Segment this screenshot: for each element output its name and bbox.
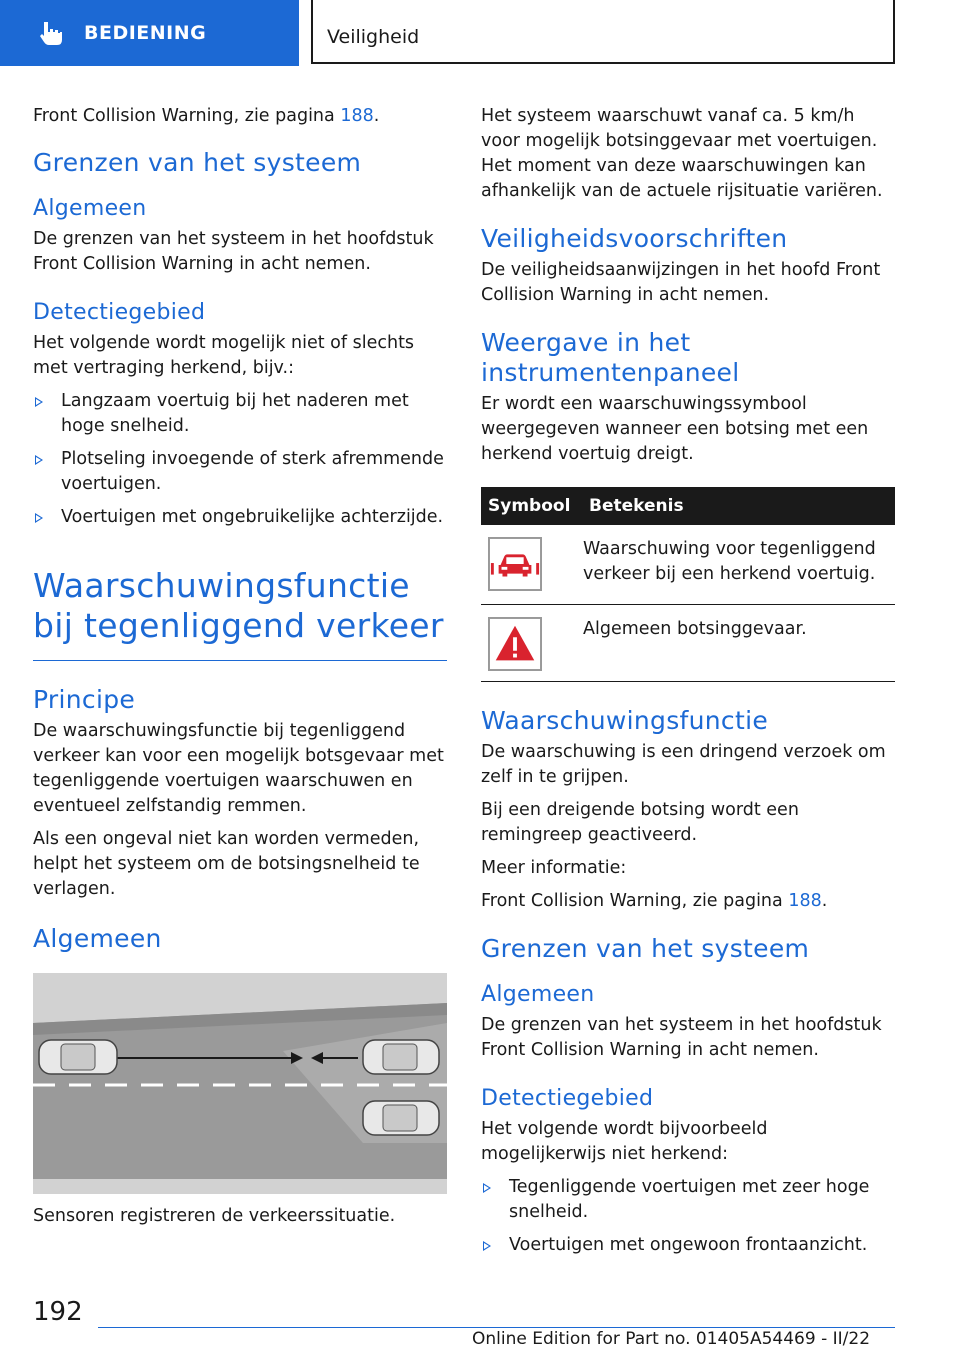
chapter-label: BEDIENING: [84, 22, 207, 44]
list-item: Voertuigen met ongewoon frontaanzicht.: [481, 1233, 895, 1258]
heading-grenzen-2: Grenzen van het systeem: [481, 934, 810, 963]
symbol-table: [481, 487, 895, 682]
list-item: Tegenliggende voertuigen met zeer hoge snelheid.: [481, 1175, 895, 1225]
triangle-bullet-icon: [483, 1241, 491, 1251]
pointing-hand-icon: [36, 18, 66, 48]
table-cell-meaning: Algemeen botsinggevaar.: [583, 605, 895, 682]
heading-algemeen: Algemeen: [33, 196, 147, 221]
heading-principe: Principe: [33, 685, 136, 714]
table-row: [481, 605, 895, 682]
section-title: Veiligheid: [327, 26, 420, 48]
page-number: 192: [33, 1297, 83, 1327]
triangle-bullet-icon: [35, 397, 43, 407]
list-item: Plotseling invoegende of sterk afremmende voertuigen.: [33, 447, 447, 497]
heading-grenzen: Grenzen van het systeem: [33, 148, 362, 177]
table-header-meaning: Betekenis: [583, 487, 895, 525]
paragraph-principe-2: Als een ongeval niet kan worden vermeden, helpt het systeem om de botsingsnelheid te verlagen.: [33, 829, 420, 899]
paragraph-algemeen: De grenzen van het systeem in het hoofdstuk Front Collision Warning in acht nemen.: [33, 229, 434, 274]
paragraph-detectiegebied-2: Het volgende wordt bijvoorbeeld mogelijkerwijs niet herkend:: [481, 1119, 768, 1164]
heading-detectiegebied: Detectiegebied: [33, 300, 206, 325]
paragraph-waarschuwing-1: De waarschuwing is een dringend verzoek om zelf in te grijpen.: [481, 742, 886, 787]
paragraph-detectiegebied: Het volgende wordt mogelijk niet of slechts met vertraging herkend, bijv.:: [33, 333, 415, 378]
traffic-scene-icon: [33, 973, 447, 1194]
traffic-illustration: [33, 973, 447, 1194]
detection-list: [33, 389, 447, 530]
detection-list-2: [481, 1175, 895, 1258]
triangle-bullet-icon: [35, 513, 43, 523]
list-item: Voertuigen met ongebruikelijke achterzijde.: [33, 505, 447, 530]
triangle-bullet-icon: [483, 1183, 491, 1193]
heading-waarschuwingsfunctie: Waarschuwingsfunctie: [481, 706, 768, 735]
table-cell-meaning: Waarschuwing voor tegenliggend verkeer bij een herkend voertuig.: [583, 525, 895, 605]
heading-detectiegebied-2: Detectiegebied: [481, 1086, 654, 1111]
paragraph-weergave: Er wordt een waarschuwingssymbool weergegeven wanneer een botsing met een herkend voertuig dreigt.: [481, 394, 869, 464]
fcw-reference: Front Collision Warning, zie pagina 188.: [481, 891, 828, 911]
left-column: [33, 96, 447, 1229]
intro-reference: Front Collision Warning, zie pagina 188.: [33, 106, 380, 126]
paragraph-algemeen-2: De grenzen van het systeem in het hoofdstuk Front Collision Warning in acht nemen.: [481, 1015, 882, 1060]
paragraph-meer-info: Meer informatie:: [481, 858, 627, 878]
paragraph-system: Het systeem waarschuwt vanaf ca. 5 km/h voor mogelijk botsinggevaar met voertuigen. Het moment van deze waarschuwingen kan afhankelijk van de actuele rijsituatie variëren.: [481, 106, 883, 201]
paragraph-veiligheid: De veiligheidsaanwijzingen in het hoofd Front Collision Warning in acht nemen.: [481, 260, 881, 305]
heading-rule: [33, 660, 447, 661]
illustration-caption: Sensoren registreren de verkeerssituatie.: [33, 1206, 396, 1226]
heading-algemeen-2: Algemeen: [33, 924, 162, 953]
right-column: [481, 96, 895, 1258]
main-heading: Waarschuwingsfunctie bij tegenliggend verkeer: [33, 566, 444, 645]
paragraph-waarschuwing-2: Bij een dreigende botsing wordt een remingreep geactiveerd.: [481, 800, 799, 845]
paragraph-principe: De waarschuwingsfunctie bij tegenliggend verkeer kan voor een mogelijk botsgevaar met tegenliggende voertuigen waarschuwen en eventueel zelfstandig remmen.: [33, 721, 444, 816]
vehicle-warning-icon: [488, 537, 542, 591]
heading-weergave: Weergave in het instrumentenpaneel: [481, 328, 740, 387]
triangle-bullet-icon: [35, 455, 43, 465]
table-header-row: [481, 487, 895, 525]
heading-algemeen-3: Algemeen: [481, 982, 595, 1007]
list-item: Langzaam voertuig bij het naderen met hoge snelheid.: [33, 389, 447, 439]
triangle-warning-icon: [488, 617, 542, 671]
table-row: [481, 525, 895, 605]
chapter-tab: [0, 0, 299, 66]
table-header-symbol: Symbool: [481, 487, 583, 525]
footer-rule: [98, 1327, 895, 1328]
section-header: [311, 0, 895, 64]
page-link[interactable]: 188: [340, 106, 374, 126]
page-link[interactable]: 188: [788, 891, 822, 911]
heading-veiligheidsvoorschriften: Veiligheidsvoorschriften: [481, 224, 788, 253]
edition-text: Online Edition for Part no. 01405A54469 - II/22: [472, 1329, 871, 1349]
